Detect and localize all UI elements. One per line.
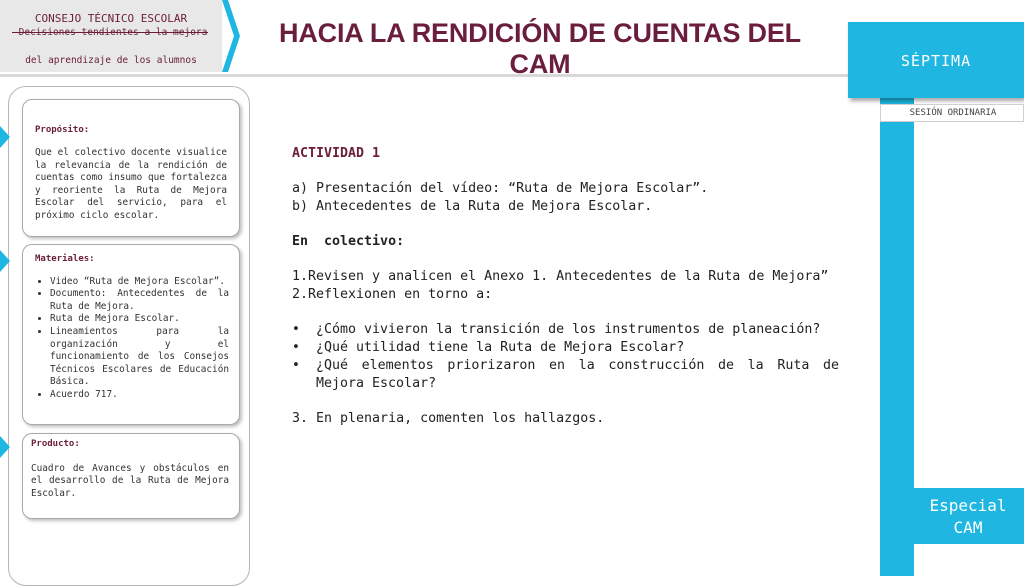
especial-cam-box — [880, 488, 1024, 544]
materiales-list — [35, 276, 229, 402]
step-1: 1.Revisen y analicen el Anexo 1. Antecedentes de la Ruta de Mejora” — [292, 269, 829, 284]
session-type: SESIÓN ORDINARIA — [909, 108, 997, 118]
question-item: • ¿Cómo vivieron la transición de los instrumentos de planeación? — [316, 321, 839, 339]
activity-item-b: b) Antecedentes de la Ruta de Mejora Escolar. — [292, 199, 653, 214]
materiales-item: • Video “Ruta de Mejora Escolar”. — [50, 276, 229, 289]
cam-label: CAM — [953, 518, 983, 537]
materiales-item: • Lineamientos para la organización y el funcionamiento de los Consejos Técnicos Escolares de Educación Básica. — [50, 326, 229, 389]
page-title: HACIA LA RENDICIÓN DE CUENTAS DEL CAM — [279, 18, 801, 79]
session-type-box — [880, 104, 1024, 122]
materiales-arrow-icon — [0, 250, 10, 272]
proposito-arrow-icon — [0, 126, 10, 148]
materiales-item: • Acuerdo 717. — [50, 389, 229, 402]
proposito-panel — [22, 99, 240, 237]
question-list — [292, 321, 839, 393]
materiales-title: Materiales: — [35, 254, 95, 264]
activity-item-a: a) Presentación del vídeo: “Ruta de Mejora Escolar”. — [292, 181, 709, 196]
materiales-panel — [22, 244, 240, 425]
producto-panel — [22, 433, 240, 519]
subtitle-line-1: Decisiones tendientes a la mejora — [18, 27, 208, 38]
question-item: • ¿Qué elementos priorizaron en la construcción de la Ruta de Mejora Escolar? — [316, 357, 839, 393]
producto-text: Cuadro de Avances y obstáculos en el desarrollo de la Ruta de Mejora Escolar. — [31, 462, 229, 499]
activity-content — [292, 145, 839, 428]
header-program-box — [0, 0, 222, 72]
proposito-title: Propósito: — [35, 125, 90, 135]
step-2: 2.Reflexionen en torno a: — [292, 287, 493, 302]
step-3: 3. En plenaria, comenten los hallazgos. — [292, 411, 605, 426]
activity-title: ACTIVIDAD 1 — [292, 146, 381, 161]
session-name-box — [848, 22, 1024, 98]
materiales-item: • Ruta de Mejora Escolar. — [50, 313, 229, 326]
session-name: SÉPTIMA — [900, 52, 972, 70]
header-arrow-icon — [222, 0, 242, 72]
producto-arrow-icon — [0, 436, 10, 458]
proposito-text: Que el colectivo docente visualice la relevancia de la rendición de cuentas como insumo que fortalezca y reoriente la Ruta de Mejora Escolar del servicio, para el próximo ciclo escolar. — [35, 147, 227, 221]
materiales-item: • Documento: Antecedentes de la Ruta de Mejora. — [50, 288, 229, 313]
producto-title: Producto: — [31, 439, 80, 449]
especial-label: Especial — [929, 496, 1007, 515]
question-item: • ¿Qué utilidad tiene la Ruta de Mejora Escolar? — [316, 339, 839, 357]
subtitle-line-2: del aprendizaje de los alumnos — [25, 55, 197, 66]
collective-label: En colectivo: — [292, 234, 405, 249]
org-line: CONSEJO TÉCNICO ESCOLAR — [34, 12, 188, 25]
